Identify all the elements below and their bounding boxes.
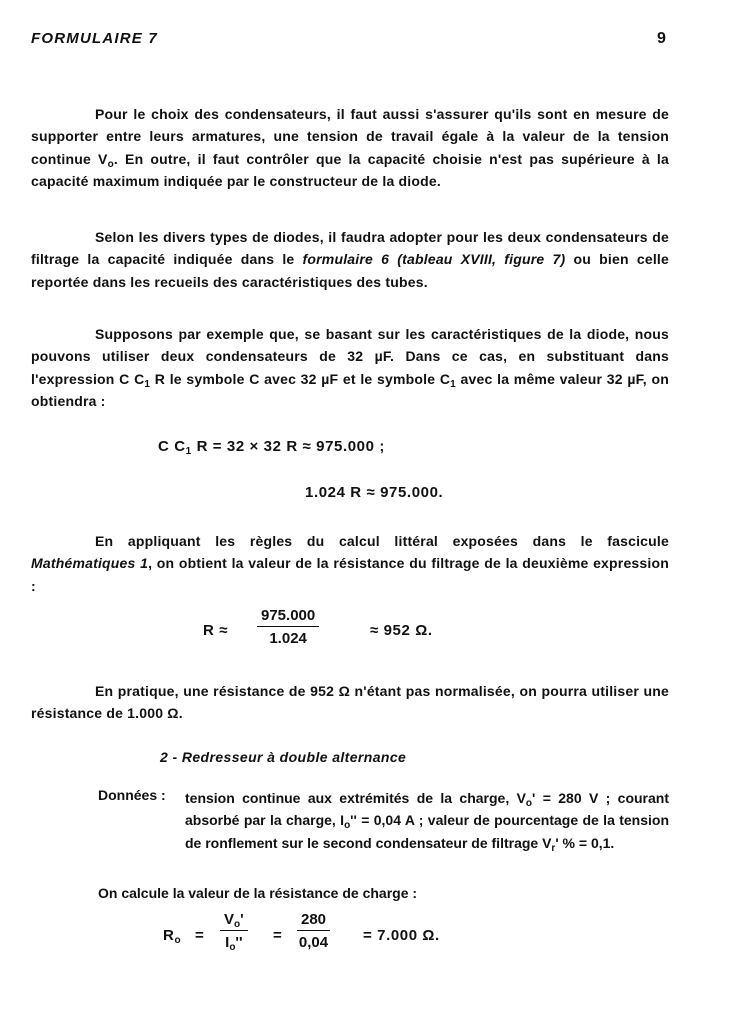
fraction-voltage-current: [220, 911, 248, 951]
paragraph-normalized-resistance: En pratique, une résistance de 952 Ω n'étant pas normalisée, on pourra utiliser une résistance de 1.000 Ω.: [31, 683, 669, 722]
given-data-text: tension continue aux extrémités de la charge, $V_o' = 280$ V ; courant absorbé par la charge, $I_o'' = 0,04$ A ; valeur de pourcentage de la tension de ronflement sur le second condensateur de filtrage $V_r'$ % = 0,1.: [185, 790, 670, 854]
calculation-intro: On calcule la valeur de la résistance de charge :: [98, 885, 418, 901]
given-data-label: Données :: [98, 787, 166, 803]
fraction-numerator: 280: [297, 911, 330, 931]
fraction-denominator: 1.024: [269, 630, 307, 647]
equation-load-lhs: $R_o$: [163, 927, 182, 946]
section-heading: 2 - Redresseur à double alternance: [160, 749, 407, 765]
paragraph-diode-types: Selon les divers types de diodes, il faudra adopter pour les deux condensateurs de filtrage la capacité indiquée dans le formulaire 6 (tableau XVIII, figure 7) ou bien celle reportée dans les recueils des caractéristiques des tubes.: [31, 229, 670, 290]
equation-lhs: R ≈: [203, 622, 229, 639]
fraction-denominator: 0,04: [298, 934, 329, 951]
mathematiques-reference: Mathématiques 1: [31, 555, 149, 572]
paragraph-capacitor-choice: Pour le choix des condensateurs, il faut aussi s'assurer qu'ils sont en mesure de supporter entre leurs armatures, une tension de travail égale à la valeur de la tension continue $V_o$. En outre, il faut contrôler que la capacité choisie n'est pas supérieure à la capacité maximum indiquée par le constructeur de la diode.: [31, 106, 670, 189]
running-header-title: FORMULAIRE 7: [31, 30, 158, 47]
fraction-numerator: $V_o'$: [220, 911, 248, 931]
fraction-numerator: 975.000: [257, 607, 319, 627]
formulaire-reference: formulaire 6 (tableau XVIII, figure 7): [302, 251, 566, 268]
fraction: [257, 607, 319, 647]
paragraph-example: Supposons par exemple que, se basant sur les caractéristiques de la diode, nous pouvons utiliser deux condensateurs de 32 µF. Dans ce cas, en substituant dans l'expression C $C_1$ R le symbole C avec 32 µF et le symbole $C_1$ avec la même valeur 32 µF, on obtiendra :: [31, 326, 669, 409]
fraction-values: [297, 911, 330, 951]
equation-simplified: 1.024 R ≈ 975.000.: [305, 484, 444, 501]
equals-sign: =: [273, 927, 283, 944]
equation-load-result: = 7.000 Ω.: [363, 927, 440, 944]
equation-product: C $C_1$ R = 32 × 32 R ≈ 975.000 ;: [158, 438, 385, 457]
fraction-denominator: $I_o''$: [225, 934, 243, 953]
equals-sign: =: [195, 927, 205, 944]
page-number: 9: [657, 30, 666, 47]
paragraph-literal-calculation: En appliquant les règles du calcul littéral exposées dans le fascicule Mathématiques 1, on obtient la valeur de la résistance du filtrage de la deuxième expression :: [31, 533, 669, 594]
equation-rhs: ≈ 952 Ω.: [370, 622, 433, 639]
